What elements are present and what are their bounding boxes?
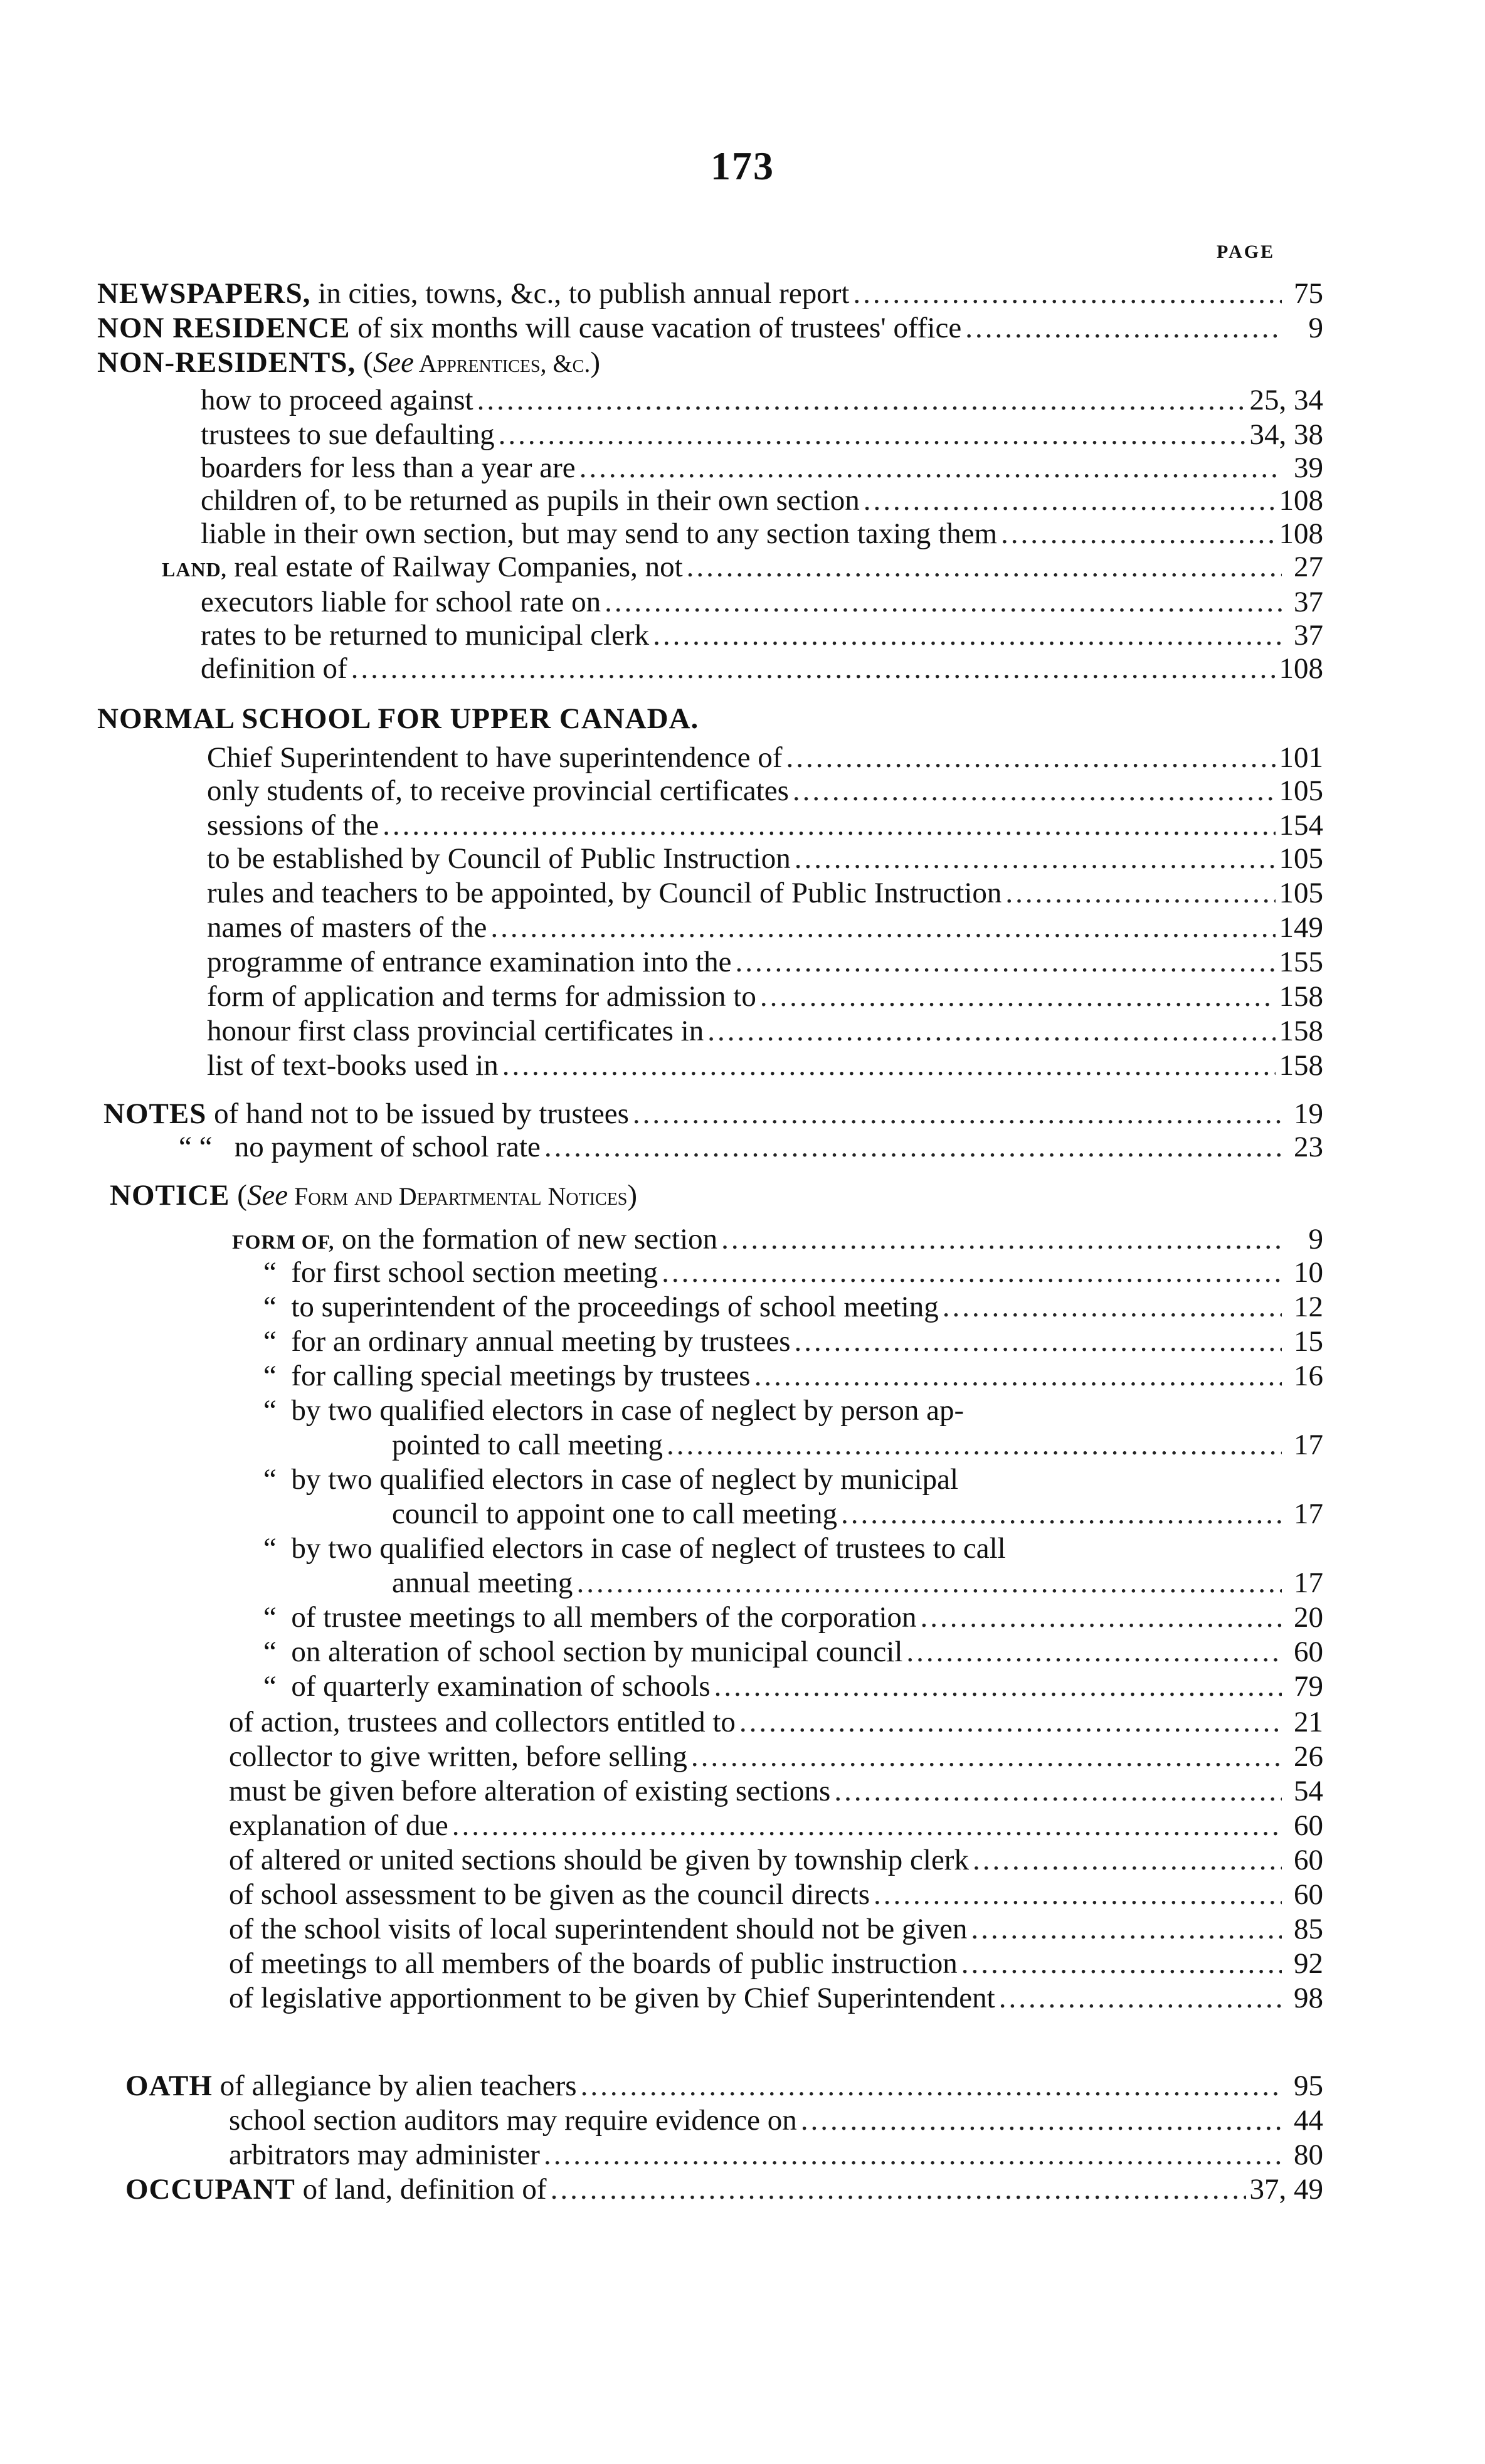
entry-text: rates to be returned to municipal clerk bbox=[201, 619, 650, 652]
page-reference: 44 bbox=[1294, 2104, 1323, 2137]
leader-dots bbox=[499, 417, 1246, 452]
entry-text: programme of entrance examination into the bbox=[207, 946, 732, 978]
page-reference: 154 bbox=[1279, 809, 1323, 842]
entry-text: council to appoint one to call meeting bbox=[392, 1498, 838, 1530]
index-entry bbox=[97, 345, 1323, 380]
ditto-mark: “ bbox=[263, 1360, 277, 1392]
index-entry bbox=[97, 310, 1323, 346]
entry-label bbox=[263, 1634, 902, 1669]
entry-label bbox=[232, 1222, 717, 1259]
page-reference: 26 bbox=[1294, 1740, 1323, 1773]
index-entry bbox=[207, 841, 1323, 876]
entry-label bbox=[97, 701, 699, 736]
index-entry bbox=[97, 701, 1323, 736]
entry-label bbox=[103, 1096, 629, 1131]
index-entry bbox=[207, 1048, 1323, 1083]
leader-dots bbox=[653, 618, 1282, 653]
leader-dots bbox=[551, 2172, 1246, 2207]
ditto-mark: “ bbox=[263, 1291, 277, 1323]
page-column-header: PAGE bbox=[1217, 241, 1276, 262]
entry-label bbox=[263, 1669, 711, 1704]
entry-text: sessions of the bbox=[207, 809, 379, 842]
entry-text: on alteration of school section by municipal council bbox=[291, 1636, 903, 1668]
page-reference: 158 bbox=[1279, 1015, 1323, 1047]
page-reference: 37, 49 bbox=[1249, 2173, 1323, 2206]
entry-label bbox=[263, 1600, 917, 1635]
index-entry bbox=[229, 1946, 1323, 1981]
entry-text: of allegiance by alien teachers bbox=[212, 2070, 577, 2102]
entry-text: trustees to sue defaulting bbox=[201, 418, 495, 451]
page-reference: 60 bbox=[1294, 1844, 1323, 1876]
entry-label bbox=[229, 1774, 830, 1809]
entry-text: by two qualified electors in case of neglect by person ap- bbox=[291, 1394, 964, 1427]
page-reference: 108 bbox=[1279, 517, 1323, 550]
entry-label bbox=[201, 651, 347, 686]
entry-text: definition of bbox=[201, 652, 347, 685]
entry-label bbox=[207, 1048, 499, 1083]
index-entry bbox=[263, 1634, 1323, 1669]
page-reference: 37 bbox=[1294, 619, 1323, 652]
page-reference: 105 bbox=[1279, 877, 1323, 909]
entry-label bbox=[229, 1808, 448, 1843]
entry-label bbox=[263, 1358, 751, 1393]
leader-dots bbox=[841, 1496, 1282, 1531]
index-entry bbox=[179, 1129, 1323, 1165]
leader-dots bbox=[795, 1324, 1282, 1359]
entry-heading: OCCUPANT bbox=[125, 2173, 295, 2206]
leader-dots bbox=[760, 979, 1276, 1014]
index-entry bbox=[392, 1427, 1323, 1462]
leader-dots bbox=[864, 483, 1276, 518]
leader-dots bbox=[786, 740, 1276, 775]
page-reference: 20 bbox=[1294, 1601, 1323, 1634]
index-entry bbox=[125, 2068, 1323, 2103]
index-entry bbox=[229, 1739, 1323, 1774]
entry-label bbox=[201, 450, 576, 485]
entry-text: of trustee meetings to all members of the corporation bbox=[291, 1601, 917, 1634]
leader-dots bbox=[544, 1129, 1282, 1165]
entry-text: ) bbox=[627, 1179, 638, 1212]
page-reference: 25, 34 bbox=[1249, 384, 1323, 416]
index-entry bbox=[229, 1774, 1323, 1809]
index-entry bbox=[263, 1255, 1323, 1290]
entry-text: of the school visits of local superintendent should not be given bbox=[229, 1913, 968, 1945]
leader-dots bbox=[874, 1877, 1282, 1912]
page-reference: 60 bbox=[1294, 1636, 1323, 1668]
page-reference: 95 bbox=[1294, 2070, 1323, 2102]
leader-dots bbox=[973, 1843, 1282, 1878]
leader-dots bbox=[793, 773, 1276, 808]
entry-text: no payment of school rate bbox=[226, 1131, 541, 1163]
page-reference: 101 bbox=[1279, 741, 1323, 774]
entry-text: for first school section meeting bbox=[291, 1256, 658, 1289]
index-entry bbox=[201, 417, 1323, 452]
page-reference: 158 bbox=[1279, 980, 1323, 1013]
entry-text: only students of, to receive provincial certificates bbox=[207, 775, 789, 807]
page-reference: 16 bbox=[1294, 1360, 1323, 1392]
leader-dots bbox=[707, 1013, 1275, 1049]
entry-text: Chief Superintendent to have superintendence of bbox=[207, 741, 783, 774]
leader-dots bbox=[576, 1565, 1282, 1600]
entry-label bbox=[125, 2068, 577, 2103]
entry-label bbox=[229, 1980, 995, 2016]
leader-dots bbox=[971, 1911, 1282, 1947]
leader-dots bbox=[834, 1774, 1282, 1809]
entry-label bbox=[392, 1565, 573, 1600]
entry-label bbox=[207, 841, 791, 876]
entry-label bbox=[97, 310, 961, 346]
index-entry bbox=[229, 1877, 1323, 1912]
entry-text: names of masters of the bbox=[207, 911, 487, 944]
entry-text: real estate of Railway Companies, not bbox=[226, 551, 683, 583]
entry-heading: NEWSPAPERS, bbox=[97, 277, 311, 310]
entry-text: of six months will cause vacation of trustees' office bbox=[350, 312, 962, 344]
entry-text: rules and teachers to be appointed, by Council of Public Instruction bbox=[207, 877, 1002, 909]
leader-dots bbox=[579, 450, 1282, 485]
entry-label bbox=[207, 910, 487, 945]
entry-text: for calling special meetings by trustees bbox=[291, 1360, 751, 1392]
entry-text: to be established by Council of Public Instruction bbox=[207, 842, 791, 875]
page-reference: 17 bbox=[1294, 1498, 1323, 1530]
page-reference: 17 bbox=[1294, 1429, 1323, 1461]
index-entry bbox=[201, 450, 1323, 485]
entry-text: must be given before alteration of existing sections bbox=[229, 1775, 831, 1807]
index-entry bbox=[229, 2103, 1323, 2138]
entry-label bbox=[125, 2172, 547, 2207]
leader-dots bbox=[739, 1705, 1282, 1740]
entry-subhead: FORM OF, bbox=[232, 1230, 335, 1253]
page-reference: 75 bbox=[1294, 277, 1323, 310]
entry-text: boarders for less than a year are bbox=[201, 452, 576, 484]
index-entry bbox=[263, 1289, 1323, 1325]
leader-dots bbox=[795, 841, 1276, 876]
page-reference: 155 bbox=[1279, 946, 1323, 978]
page-reference: 19 bbox=[1294, 1097, 1323, 1130]
entry-text: explanation of due bbox=[229, 1809, 448, 1842]
index-entry bbox=[392, 1496, 1323, 1531]
index-entry bbox=[263, 1600, 1323, 1635]
page-reference: 80 bbox=[1294, 2139, 1323, 2171]
entry-text: list of text-books used in bbox=[207, 1049, 499, 1082]
entry-label bbox=[392, 1496, 837, 1531]
page-reference: 17 bbox=[1294, 1567, 1323, 1599]
entry-text: of quarterly examination of schools bbox=[291, 1670, 711, 1703]
page-reference: 79 bbox=[1294, 1670, 1323, 1703]
page-reference: 60 bbox=[1294, 1809, 1323, 1842]
index-entry bbox=[162, 549, 1323, 584]
entry-heading: NON RESIDENCE bbox=[97, 312, 351, 344]
entry-text: by two qualified electors in case of neglect of trustees to call bbox=[291, 1532, 1006, 1565]
leader-dots bbox=[801, 2103, 1282, 2138]
cross-reference: Form and Departmental Notices bbox=[288, 1182, 628, 1210]
entry-label bbox=[229, 2103, 797, 2138]
entry-text: ( bbox=[356, 346, 373, 379]
entry-text: form of application and terms for admission to bbox=[207, 980, 756, 1013]
index-entry bbox=[201, 651, 1323, 686]
entry-text: to superintendent of the proceedings of school meeting bbox=[291, 1291, 939, 1323]
entry-label bbox=[229, 1946, 958, 1981]
leader-dots bbox=[714, 1669, 1282, 1704]
leader-dots bbox=[754, 1358, 1282, 1393]
index-entry bbox=[201, 383, 1323, 418]
entry-text: how to proceed against bbox=[201, 384, 473, 416]
entry-label bbox=[201, 618, 649, 653]
index-entry bbox=[201, 483, 1323, 518]
entry-label bbox=[229, 1843, 969, 1878]
entry-label bbox=[392, 1427, 663, 1462]
leader-dots bbox=[687, 549, 1282, 584]
leader-dots bbox=[581, 2068, 1282, 2103]
index-entry bbox=[263, 1393, 1323, 1428]
leader-dots bbox=[736, 944, 1276, 980]
page-reference: 9 bbox=[1308, 312, 1323, 344]
entry-label bbox=[229, 1911, 967, 1947]
ditto-mark: “ bbox=[263, 1394, 277, 1427]
leader-dots bbox=[961, 1946, 1282, 1981]
entry-text: of legislative apportionment to be given by Chief Superintendent bbox=[229, 1982, 995, 2014]
index-entry bbox=[263, 1324, 1323, 1359]
entry-text: collector to give written, before selling bbox=[229, 1740, 687, 1773]
leader-dots bbox=[853, 276, 1282, 311]
entry-text: of hand not to be issued by trustees bbox=[206, 1097, 629, 1130]
entry-text: for an ordinary annual meeting by trustees bbox=[291, 1325, 791, 1358]
leader-dots bbox=[351, 651, 1276, 686]
index-entry bbox=[229, 1808, 1323, 1843]
leader-dots bbox=[477, 383, 1246, 418]
index-entry bbox=[263, 1358, 1323, 1393]
see-reference: See bbox=[246, 1179, 288, 1212]
index-entry bbox=[229, 1911, 1323, 1947]
index-entry bbox=[229, 1980, 1323, 2016]
page-reference: 27 bbox=[1294, 551, 1323, 583]
entry-label bbox=[207, 944, 732, 980]
entry-text: pointed to call meeting bbox=[392, 1429, 663, 1461]
entry-label bbox=[263, 1324, 791, 1359]
page-reference: 108 bbox=[1279, 484, 1323, 517]
page-reference: 149 bbox=[1279, 911, 1323, 944]
ditto-mark: “ bbox=[263, 1532, 277, 1565]
entry-text: of altered or united sections should be given by township clerk bbox=[229, 1844, 969, 1876]
entry-label bbox=[207, 875, 1001, 911]
entry-text: ) bbox=[590, 346, 600, 379]
leader-dots bbox=[490, 910, 1275, 945]
entry-text: children of, to be returned as pupils in their own section bbox=[201, 484, 860, 517]
entry-text: liable in their own section, but may send to any section taxing them bbox=[201, 517, 998, 550]
leader-dots bbox=[906, 1634, 1282, 1669]
index-entry bbox=[207, 740, 1323, 775]
index-entry bbox=[229, 1843, 1323, 1878]
entry-label bbox=[207, 740, 783, 775]
entry-heading: NORMAL SCHOOL FOR UPPER CANADA. bbox=[97, 702, 699, 735]
entry-text: of land, definition of bbox=[295, 2173, 547, 2206]
leader-dots bbox=[383, 808, 1275, 843]
page-reference: 12 bbox=[1294, 1291, 1323, 1323]
index-entry bbox=[207, 808, 1323, 843]
entry-label bbox=[179, 1129, 541, 1165]
leader-dots bbox=[1005, 875, 1275, 911]
entry-text: executors liable for school rate on bbox=[201, 586, 601, 618]
page-reference: 15 bbox=[1294, 1325, 1323, 1358]
index-entry bbox=[201, 618, 1323, 653]
entry-label bbox=[207, 773, 789, 808]
leader-dots bbox=[691, 1739, 1282, 1774]
leader-dots bbox=[605, 584, 1282, 620]
index-entry bbox=[207, 979, 1323, 1014]
leader-dots bbox=[965, 310, 1282, 346]
entry-label bbox=[201, 483, 860, 518]
page-reference: 34, 38 bbox=[1249, 418, 1323, 451]
index-entry bbox=[97, 276, 1323, 311]
index-entry bbox=[103, 1096, 1323, 1131]
entry-heading: NOTICE bbox=[110, 1179, 230, 1212]
index-entry bbox=[207, 773, 1323, 808]
entry-text: arbitrators may administer bbox=[229, 2139, 540, 2171]
entry-label bbox=[263, 1289, 939, 1325]
entry-label bbox=[263, 1393, 964, 1428]
index-entry bbox=[201, 516, 1323, 551]
entry-text: by two qualified electors in case of neglect by municipal bbox=[291, 1463, 959, 1496]
ditto-mark: “ bbox=[263, 1256, 277, 1289]
page-reference: 98 bbox=[1294, 1982, 1323, 2014]
entry-text: school section auditors may require evidence on bbox=[229, 2104, 797, 2137]
entry-label bbox=[201, 516, 997, 551]
see-reference: See bbox=[373, 346, 414, 379]
page-reference: 108 bbox=[1279, 652, 1323, 685]
entry-label bbox=[201, 417, 495, 452]
page-reference: 9 bbox=[1308, 1223, 1323, 1256]
entry-label bbox=[207, 1013, 704, 1049]
index-entry bbox=[229, 2137, 1323, 2172]
entry-label bbox=[97, 345, 600, 381]
page-reference: 39 bbox=[1294, 452, 1323, 484]
entry-text: of meetings to all members of the boards of public instruction bbox=[229, 1947, 958, 1980]
cross-reference: Apprentices, &c. bbox=[413, 349, 591, 378]
entry-label bbox=[229, 1739, 687, 1774]
index-entry bbox=[207, 910, 1323, 945]
page-reference: 60 bbox=[1294, 1878, 1323, 1911]
entry-label bbox=[207, 979, 756, 1014]
entry-heading: NON-RESIDENTS, bbox=[97, 346, 356, 379]
entry-label bbox=[263, 1255, 658, 1290]
page-reference: 54 bbox=[1294, 1775, 1323, 1807]
page-reference: 10 bbox=[1294, 1256, 1323, 1289]
entry-label bbox=[162, 549, 683, 587]
page-reference: 92 bbox=[1294, 1947, 1323, 1980]
index-entry bbox=[392, 1565, 1323, 1600]
ditto-mark: “ bbox=[263, 1325, 277, 1358]
entry-label bbox=[263, 1531, 1006, 1566]
index-entry bbox=[110, 1178, 1323, 1213]
page-reference: 105 bbox=[1279, 775, 1323, 807]
page-reference: 85 bbox=[1294, 1913, 1323, 1945]
entry-subhead: LAND, bbox=[162, 558, 227, 581]
entry-heading: OATH bbox=[125, 2070, 213, 2102]
entry-text: of school assessment to be given as the council directs bbox=[229, 1878, 870, 1911]
page-reference: 105 bbox=[1279, 842, 1323, 875]
index-entry bbox=[207, 875, 1323, 911]
entry-text: in cities, towns, &c., to publish annual report bbox=[310, 277, 850, 310]
entry-label bbox=[207, 808, 379, 843]
page-reference: 37 bbox=[1294, 586, 1323, 618]
leader-dots bbox=[1001, 516, 1275, 551]
entry-label bbox=[110, 1178, 637, 1214]
index-entry bbox=[263, 1462, 1323, 1497]
leader-dots bbox=[452, 1808, 1282, 1843]
leader-dots bbox=[544, 2137, 1282, 2172]
leader-dots bbox=[999, 1980, 1282, 2016]
index-entry bbox=[207, 1013, 1323, 1049]
entry-label bbox=[97, 276, 849, 311]
entry-label bbox=[229, 1877, 870, 1912]
leader-dots bbox=[633, 1096, 1282, 1131]
index-entry bbox=[229, 1705, 1323, 1740]
index-entry bbox=[232, 1222, 1323, 1257]
index-entry bbox=[125, 2172, 1323, 2207]
page-number: 173 bbox=[711, 144, 774, 188]
entry-text: on the formation of new section bbox=[334, 1223, 718, 1256]
page-reference: 23 bbox=[1294, 1131, 1323, 1163]
entry-text: annual meeting bbox=[392, 1567, 573, 1599]
entry-label bbox=[263, 1462, 958, 1497]
index-entry bbox=[263, 1669, 1323, 1704]
ditto-mark: “ bbox=[263, 1636, 277, 1668]
page-reference: 21 bbox=[1294, 1706, 1323, 1738]
leader-dots bbox=[502, 1048, 1276, 1083]
entry-label bbox=[201, 584, 601, 620]
entry-text: ( bbox=[230, 1179, 247, 1212]
ditto-mark: “ bbox=[263, 1601, 277, 1634]
entry-heading: NOTES bbox=[103, 1097, 207, 1130]
leader-dots bbox=[667, 1427, 1282, 1462]
entry-label bbox=[229, 2137, 540, 2172]
entry-text: of action, trustees and collectors entitled to bbox=[229, 1706, 736, 1738]
index-entry bbox=[201, 584, 1323, 620]
leader-dots bbox=[921, 1600, 1282, 1635]
entry-label bbox=[229, 1705, 736, 1740]
leader-dots bbox=[943, 1289, 1282, 1325]
leader-dots bbox=[662, 1255, 1282, 1290]
ditto-mark: “ bbox=[263, 1463, 277, 1496]
index-entry bbox=[263, 1531, 1323, 1566]
leader-dots bbox=[721, 1222, 1282, 1257]
entry-text: honour first class provincial certificates in bbox=[207, 1015, 704, 1047]
entry-label bbox=[201, 383, 473, 418]
page-reference: 158 bbox=[1279, 1049, 1323, 1082]
index-entry bbox=[207, 944, 1323, 980]
ditto-mark: “ bbox=[263, 1670, 277, 1703]
ditto-mark: “ “ bbox=[179, 1131, 213, 1163]
